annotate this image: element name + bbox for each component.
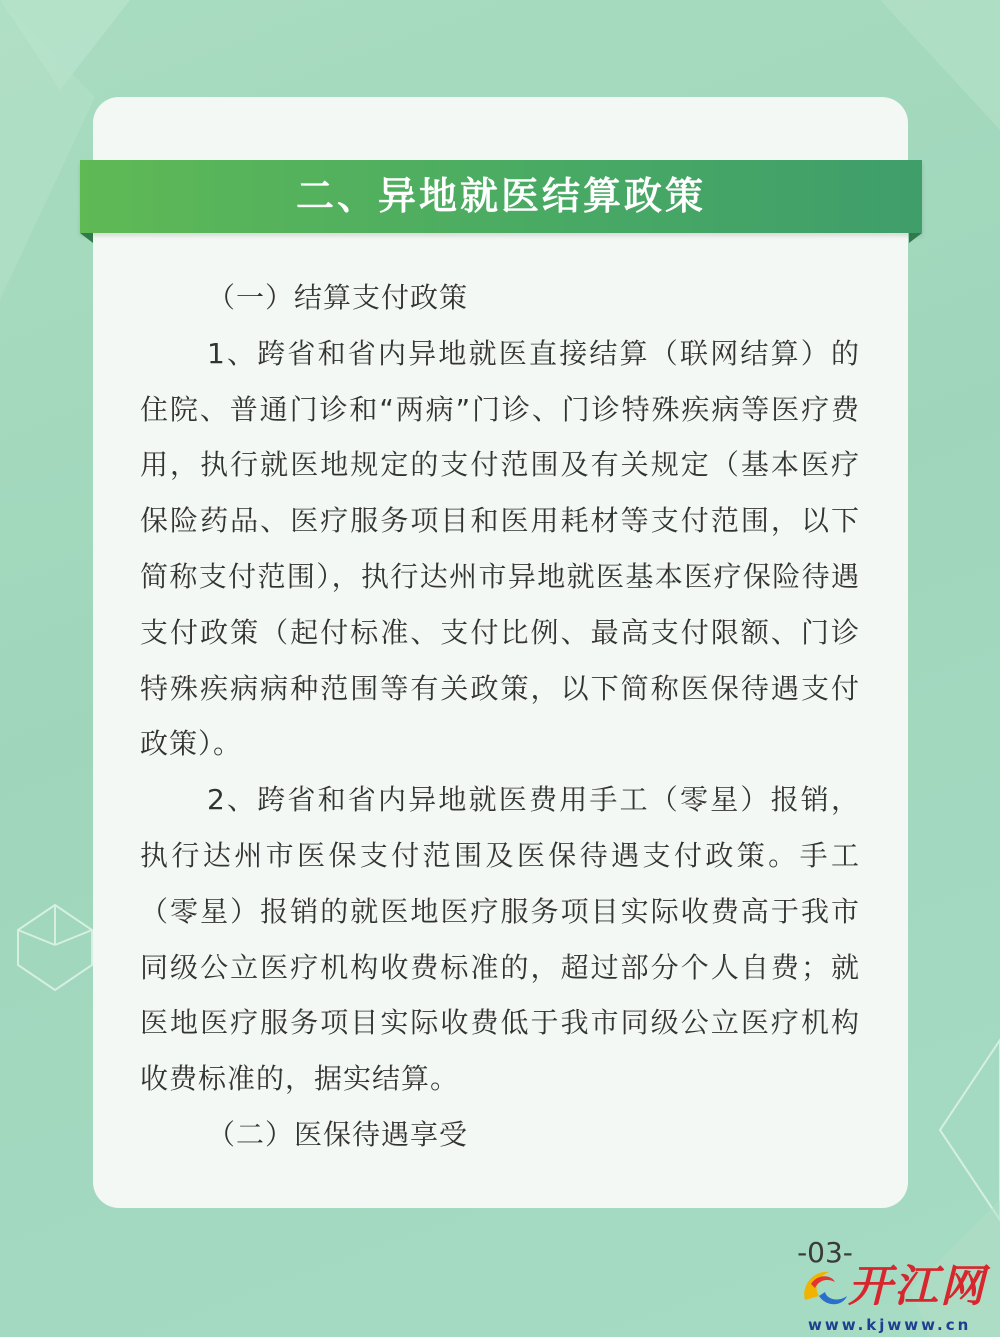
page-number: -03-: [797, 1236, 853, 1269]
section1-paragraph-1: 1、跨省和省内异地就医直接结算（联网结算）的住院、普通门诊和“两病”门诊、门诊特殊疾病等医疗费用，执行就医地规定的支付范围及有关规定（基本医疗保险药品、医疗服务项目和医用耗材等支付范围，以下简称支付范围），执行达州市异地就医基本医疗保险待遇支付政策（起付标准、支付比例、最高支付限额、门诊特殊疾病病种范围等有关政策，以下简称医保待遇支付政策）。: [140, 336, 860, 761]
section1-paragraph-2: 2、跨省和省内异地就医费用手工（零星）报销，执行达州市医保支付范围及医保待遇支付政策。手工（零星）报销的就医地医疗服务项目实际收费高于我市同级公立医疗机构收费标准的，超过部分个人自费；就医地医疗服务项目实际收费低于我市同级公立医疗机构收费标准的，据实结算。: [140, 783, 860, 1096]
banner-fold-left: [80, 233, 93, 243]
document-body: [140, 270, 860, 1163]
banner-fold-right: [909, 233, 922, 243]
banner-title: 二、异地就医结算政策: [295, 174, 706, 218]
logo-url: www.kjwww.cn: [808, 1316, 972, 1334]
logo-text: 开江网: [848, 1261, 986, 1312]
section1-heading: （一）结算支付政策: [207, 281, 469, 314]
section2-heading: （二）医保待遇享受: [207, 1117, 469, 1151]
